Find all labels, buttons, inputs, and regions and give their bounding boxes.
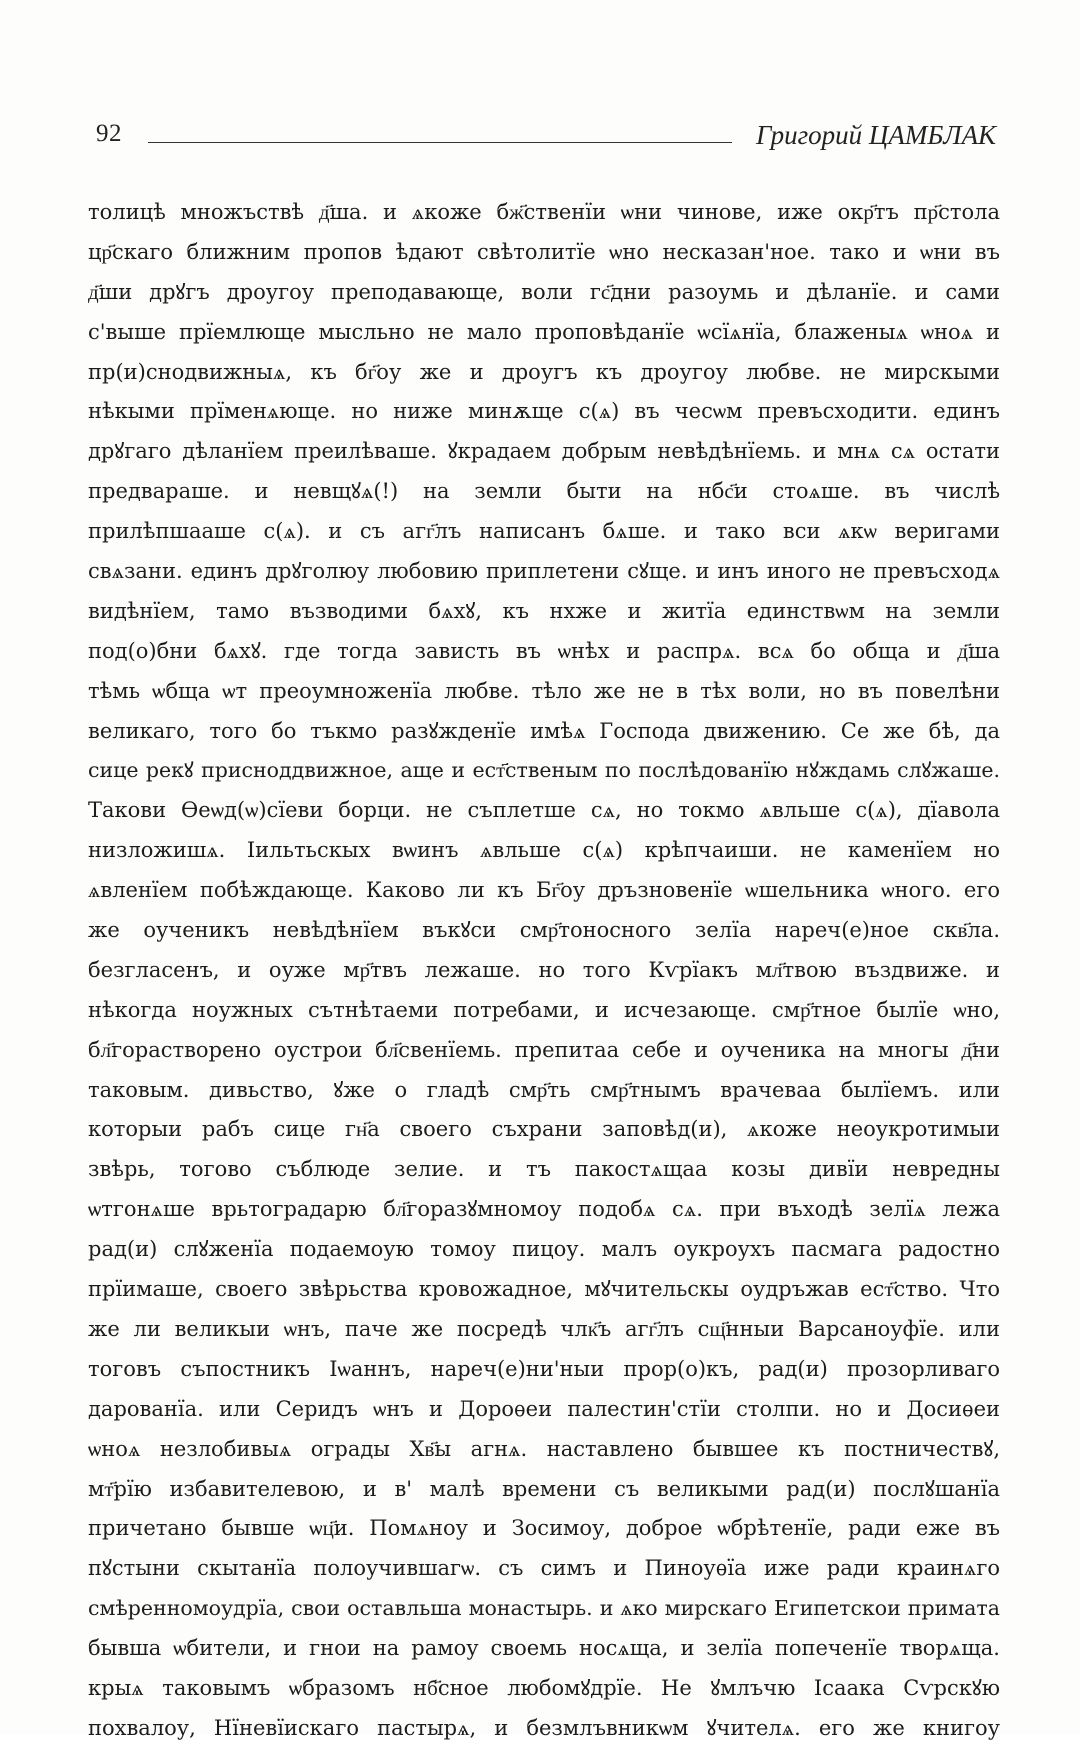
text-line: цр҃скаго ближним пропов ѣдают свѣтолитїе ѡно несказан'ное. тако и ѡни въ [88, 239, 1000, 264]
text-line: крыѧ таковымъ ѡбразомъ нб҃сное любомꙋдрїе. Не ꙋмлъчю Iсаака Сѵрскꙋю [88, 1675, 1000, 1700]
text-line: низложишѧ. Iильтьскых вѡинъ ѧвльше с(ѧ) крѣпчаиши. не каменїем но [88, 838, 1000, 863]
text-line: тоговъ съпостникъ Iѡаннъ, нареч(е)ни'ныи прор(о)къ, рад(и) прозорливаго [88, 1356, 1000, 1381]
text-line: рад(и) слꙋженїа подаемоую томоу пицоу. малъ оукроухъ пасмага радостно [88, 1237, 1000, 1262]
text-line: мт҃рїю избавителевою, и в' малѣ времени съ великыми рад(и) послꙋшанїа [88, 1476, 1000, 1501]
text-line: с'выше прїемлюще мысльно не мало проповѣданїе ѡсїѧнїа, блаженыѧ ѡноѧ и [88, 319, 1000, 344]
text-line: похвалоу, Нїневїискаго пастырѧ, и безмлъвникѡм ꙋчителѧ. его же книгоу [88, 1715, 1000, 1740]
text-line: пꙋстыни скытанїа полоучившагѡ. съ симъ и Пиноуѳїа иже ради краинѧго [88, 1556, 1000, 1581]
text-line: сице рекꙋ присноддвижное, аще и ест҃ственым по послѣдованїю нꙋждамь слꙋжаше. [88, 758, 1000, 783]
text-line: бывша ѡбители, и гнои на рамоу своемь носѧща, и зелїа попеченїе творѧща. [88, 1636, 1000, 1661]
text-line: которыи рабъ сице гн҃а своего съхрани заповѣд(и), ѧкоже неоукротимыи [88, 1117, 1000, 1142]
body-text [88, 192, 1000, 1748]
header-rule [148, 142, 732, 143]
text-line: Такови Ѳеѡд(ѡ)сїеви борци. не съплетше сѧ, но токмо ѧвльше с(ѧ), дїавола [88, 798, 1000, 823]
text-line: тѣмь ѡбща ѡт преоумноженїа любве. тѣло же не в тѣх воли, но въ повелѣни [88, 678, 1000, 703]
text-line: безгласенъ, и оуже мр҃твъ лежаше. но того Кѵрїакъ мл҃твою въздвиже. и [88, 957, 1000, 982]
text-line: же оученикъ невѣдѣнїем въкꙋси смр҃тоносного зелїа нареч(е)ное скв҃ла. [88, 918, 1000, 943]
text-line: бл҃горастворено оустрои бл҃свенїемь. препитаа себе и оученика на многы д҃ни [88, 1037, 1000, 1062]
running-title: Григорий ЦАМБЛАК [755, 120, 996, 150]
text-line: прилѣпшааше с(ѧ). и съ агг҃лъ написанъ бѧше. и тако вси ѧкѡ веригами [88, 519, 1000, 544]
text-line: толицѣ множъствѣ д҃ша. и ѧкоже бж҃ственїи ѡни чиновe, иже окр҃тъ пр҃стола [88, 200, 1000, 224]
text-line: таковым. дивьство, ꙋже о гладѣ смр҃ть смр҃тнымъ врачеваа былїемъ. или [88, 1077, 1000, 1102]
text-line: ѡноѧ незлобивыѧ ограды Хв҃ы агнѧ. наставлено бывшее къ постничествꙋ, [88, 1436, 1000, 1461]
text-line: нѣкогда ноужных сътнѣтаеми потребами, и исчезающе. смр҃тное былїе ѡно, [88, 997, 1000, 1022]
text-line: д҃ши дрꙋгъ дроугоу преподавающе, воли гс҃дни разоумь и дѣланїе. и сами [88, 279, 1000, 304]
text-line: видѣнїем, тамо възводими бѧхꙋ, къ нхже и житїа единствѡм на земли [88, 598, 1000, 623]
text-line: под(о)бни бѧхꙋ. где тогда зависть въ ѡнѣх и распрѧ. всѧ бо обща и д҃ша [88, 638, 1000, 663]
text-line: пр(и)снодвижныѧ, къ бг҃оу же и дроугъ къ дроугоу любве. не мирскыми [88, 359, 1000, 384]
page-number: 92 [96, 120, 122, 147]
text-line: же ли великыи ѡнъ, паче же посредѣ члк҃ъ агг҃лъ сщ҃нныи Варсаноуфїе. или [88, 1316, 1000, 1341]
text-line: прїимаше, своего звѣрьства кровожадное, мꙋчительскы оудръжав ест҃ство. Что [88, 1277, 1000, 1302]
text-line: ѡтгонѧше врьтоградарю бл҃горазꙋмномоу подобѧ сѧ. при въходѣ зелїѧ лежа [88, 1197, 1000, 1222]
page-header [96, 120, 996, 160]
text-line: причетано бывше ѡц҃и. Помѧноу и Зосимоу, доброе ѡбрѣтенїе, ради еже въ [88, 1516, 1000, 1541]
text-line: дарованїа. или Серидъ ѡнъ и Дороѳеи палестин'стїи столпи. но и Досиѳеи [88, 1396, 1000, 1421]
text-line: звѣрь, тогово съблюде зелие. и тъ пакостѧщаа козы дивїи невредны [88, 1157, 1000, 1182]
text-line: свѧзани. единъ дрꙋголюу любовию приплетени сꙋще. и инъ иного не превъсходѧ [88, 559, 1000, 584]
text-line: нѣкыми прїменѧюще. но ниже минѫще с(ѧ) въ чесѡм превъсходити. единъ [88, 399, 1000, 424]
text-line: ѧвленїем побѣждающе. Каково ли къ Бг҃оу дръзновенїе ѡшельника ѡного. его [88, 878, 1000, 903]
text-line: великаго, того бо тъкмо разꙋжденїе имѣѧ Господа движению. Се же бѣ, да [88, 718, 1000, 743]
text-line: предвараше. и невщꙋѧ(!) на земли быти на нбс҃и стоѧше. въ числѣ [88, 479, 1000, 504]
text-line: смѣренномоудрїа, свои оставльша монастырь. и ѧко мирскаго Египетскои примата [88, 1596, 1000, 1621]
text-line: дрꙋгаго дѣланїем преилѣваше. ꙋкрадаем добрым невѣдѣнїемь. и мнѧ сѧ остати [88, 439, 1000, 464]
